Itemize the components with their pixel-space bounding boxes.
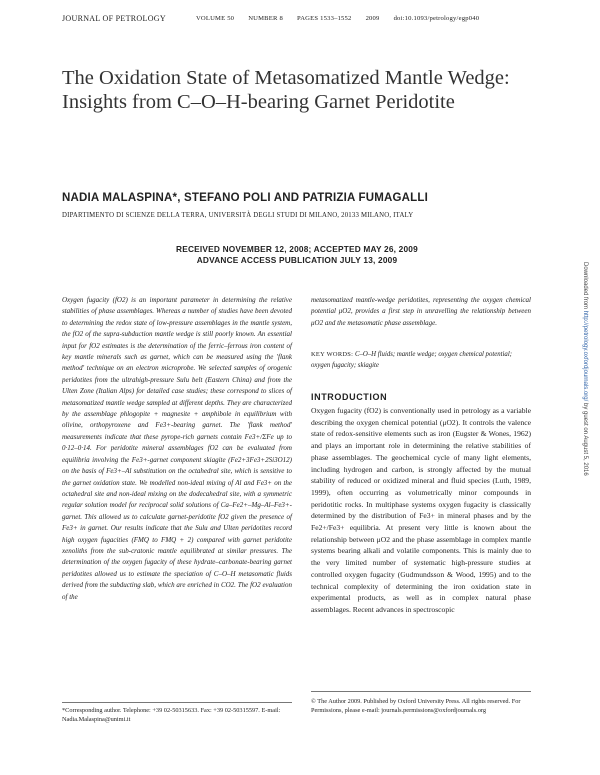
affiliation: DIPARTIMENTO DI SCIENZE DELLA TERRA, UNIVERSITÀ DEGLI STUDI DI MILANO, 20133 MILANO, ITALY — [62, 212, 414, 219]
keywords-label: KEY WORDS: — [311, 351, 354, 358]
journal-link[interactable]: http://petrology.oxfordjournals.org/ — [582, 310, 588, 402]
article-title: The Oxidation State of Metasomatized Mantle Wedge: Insights from C–O–H-bearing Garnet Peridotite — [62, 67, 510, 113]
keywords-text: C–O–H fluids; mantle wedge; oxygen chemical potential; oxygen fugacity; skiagite — [311, 351, 512, 370]
received-accepted: RECEIVED NOVEMBER 12, 2008; ACCEPTED MAY 26, 2009 — [176, 244, 418, 254]
download-prefix: Downloaded from — [582, 262, 588, 311]
dates-block — [62, 244, 532, 266]
year: 2009 — [365, 15, 380, 22]
download-suffix: by guest on August 5, 2016 — [582, 401, 588, 476]
page-range: PAGES 1533–1552 — [296, 15, 352, 22]
footnote-divider-right — [311, 691, 531, 692]
author-list: NADIA MALASPINA*, STEFANO POLI AND PATRIZIA FUMAGALLI — [62, 192, 429, 204]
copyright-notice: © The Author 2009. Published by Oxford University Press. All rights reserved. For Permissions, please e-mail: journals.permissions@oxfordjournals.org — [311, 698, 521, 715]
keywords — [311, 349, 531, 372]
issue-number: NUMBER 8 — [248, 15, 283, 22]
introduction-text: Oxygen fugacity (fO2) is conventionally used in petrology as a variable describing the oxygen chemical potential (μO2). It controls the valence state of redox-sensitive elements such as iron (Eugster & Wones, 1962) and plays an important role in determining the relative stabilities of phase assemblages. The geochemical cycle of many light elements, including hydrogen and carbon, is strongly affected by the mutual stability of reduced or oxidized mineral and fluid species (Luth, 1989, 1999), often occurring as volumetrically minor compounds in peridotitic rocks. In multiphase systems oxygen fugacity is classically determined by the distribution of Fe3+ in mineral phases and by the Fe2+/Fe3+ equilibria. At present very little is known about the relationship between μO2 and the phase assemblage in complex mantle systems bearing alkali and volatile components. This is mainly due to the very limited number of systematic high-pressure studies at controlled oxygen fugacity (Gudmundsson & Wood, 1995) and to the technical complexity of determining the iron oxidation state in experimental products, as well as in complex natural phase assemblages. Recent advances in spectroscopic — [311, 406, 531, 614]
corresponding-author-footnote: *Corresponding author. Telephone: +39 02-50315633. Fax: +39 02-50315597. E-mail: Nadia.Malaspina@unimi.it — [62, 707, 281, 724]
volume: VOLUME 50 — [195, 15, 235, 22]
abstract: Oxygen fugacity (fO2) is an important parameter in determining the relative stabilities of phase assemblages. Whereas a number of studies have been devoted to determining the redox state of low-pressure assemblages in the mantle system, the fO2 of the supra-subduction mantle wedge is still poorly known. An essential input for fO2 estimates is the determination of the ferric–ferrous iron content of key mantle minerals such as garnet, which can be measured using the 'flank method' technique on an electron microprobe. We selected samples of orogenic peridotites from the ultrahigh-pressure Sulu belt (Eastern China) and from the Ulten Zone (Italian Alps) for detailed case studies; these correspond to slices of metasomatized mantle wedge sampled at different depths. They are characterized by the assemblage phlogopite + magnesite + amphibole in equilibrium with olivine, orthopyroxene and Fe3+-bearing garnet. The 'flank method' measurements indicate that these pyrope-rich garnets contain Fe3+/ΣFe up to 0·12–0·14. For peridotite mineral assemblages fO2 can be evaluated from equilibria involving the Fe3+-garnet component skiagite (Fe2+3Fe3+2Si3O12) on the basis of Fe3+–Al substitution on the octahedral site, which is sensitive to the garnet oxidation state. We modelled non-ideal mixing of Al and Fe3+ on the octahedral site and non-ideal mixing on the dodecahedral site, with a symmetric regular solution model for reciprocal solid solutions of Ca–Fe2+–Mg–Al–Fe3+-garnet. This allowed us to calculate garnet-peridotite fO2 given the presence of Fe3+ in garnet. Our results indicate that the Sulu and Ulten peridotites record high oxygen fugacities (FMQ to FMQ + 2) compared with garnet peridotite xenoliths from the sub-cratonic mantle equilibrated at similar pressures. The determination of the oxygen fugacity of these hydrate–carbonate-bearing garnet peridotites allowed us to estimate the speciation of C–O–H metasomatic fluids derived from the subducting slab, which are enriched in CO2. The fO2 evaluation of the — [62, 296, 292, 601]
journal-name: JOURNAL OF PETROLOGY — [62, 14, 166, 23]
footnote-divider-left — [62, 702, 292, 703]
download-watermark — [582, 262, 588, 476]
running-header — [62, 14, 532, 23]
advance-access: ADVANCE ACCESS PUBLICATION JULY 13, 2009 — [196, 255, 398, 265]
section-heading-introduction: INTRODUCTION — [311, 392, 388, 402]
doi: doi:10.1093/petrology/egp040 — [393, 15, 480, 22]
abstract-continued: metasomatized mantle-wedge peridotites, representing the oxygen chemical potential μO2, provides a first step in unravelling the relationship between μO2 and the metasomatic phase assemblage. — [311, 296, 531, 327]
